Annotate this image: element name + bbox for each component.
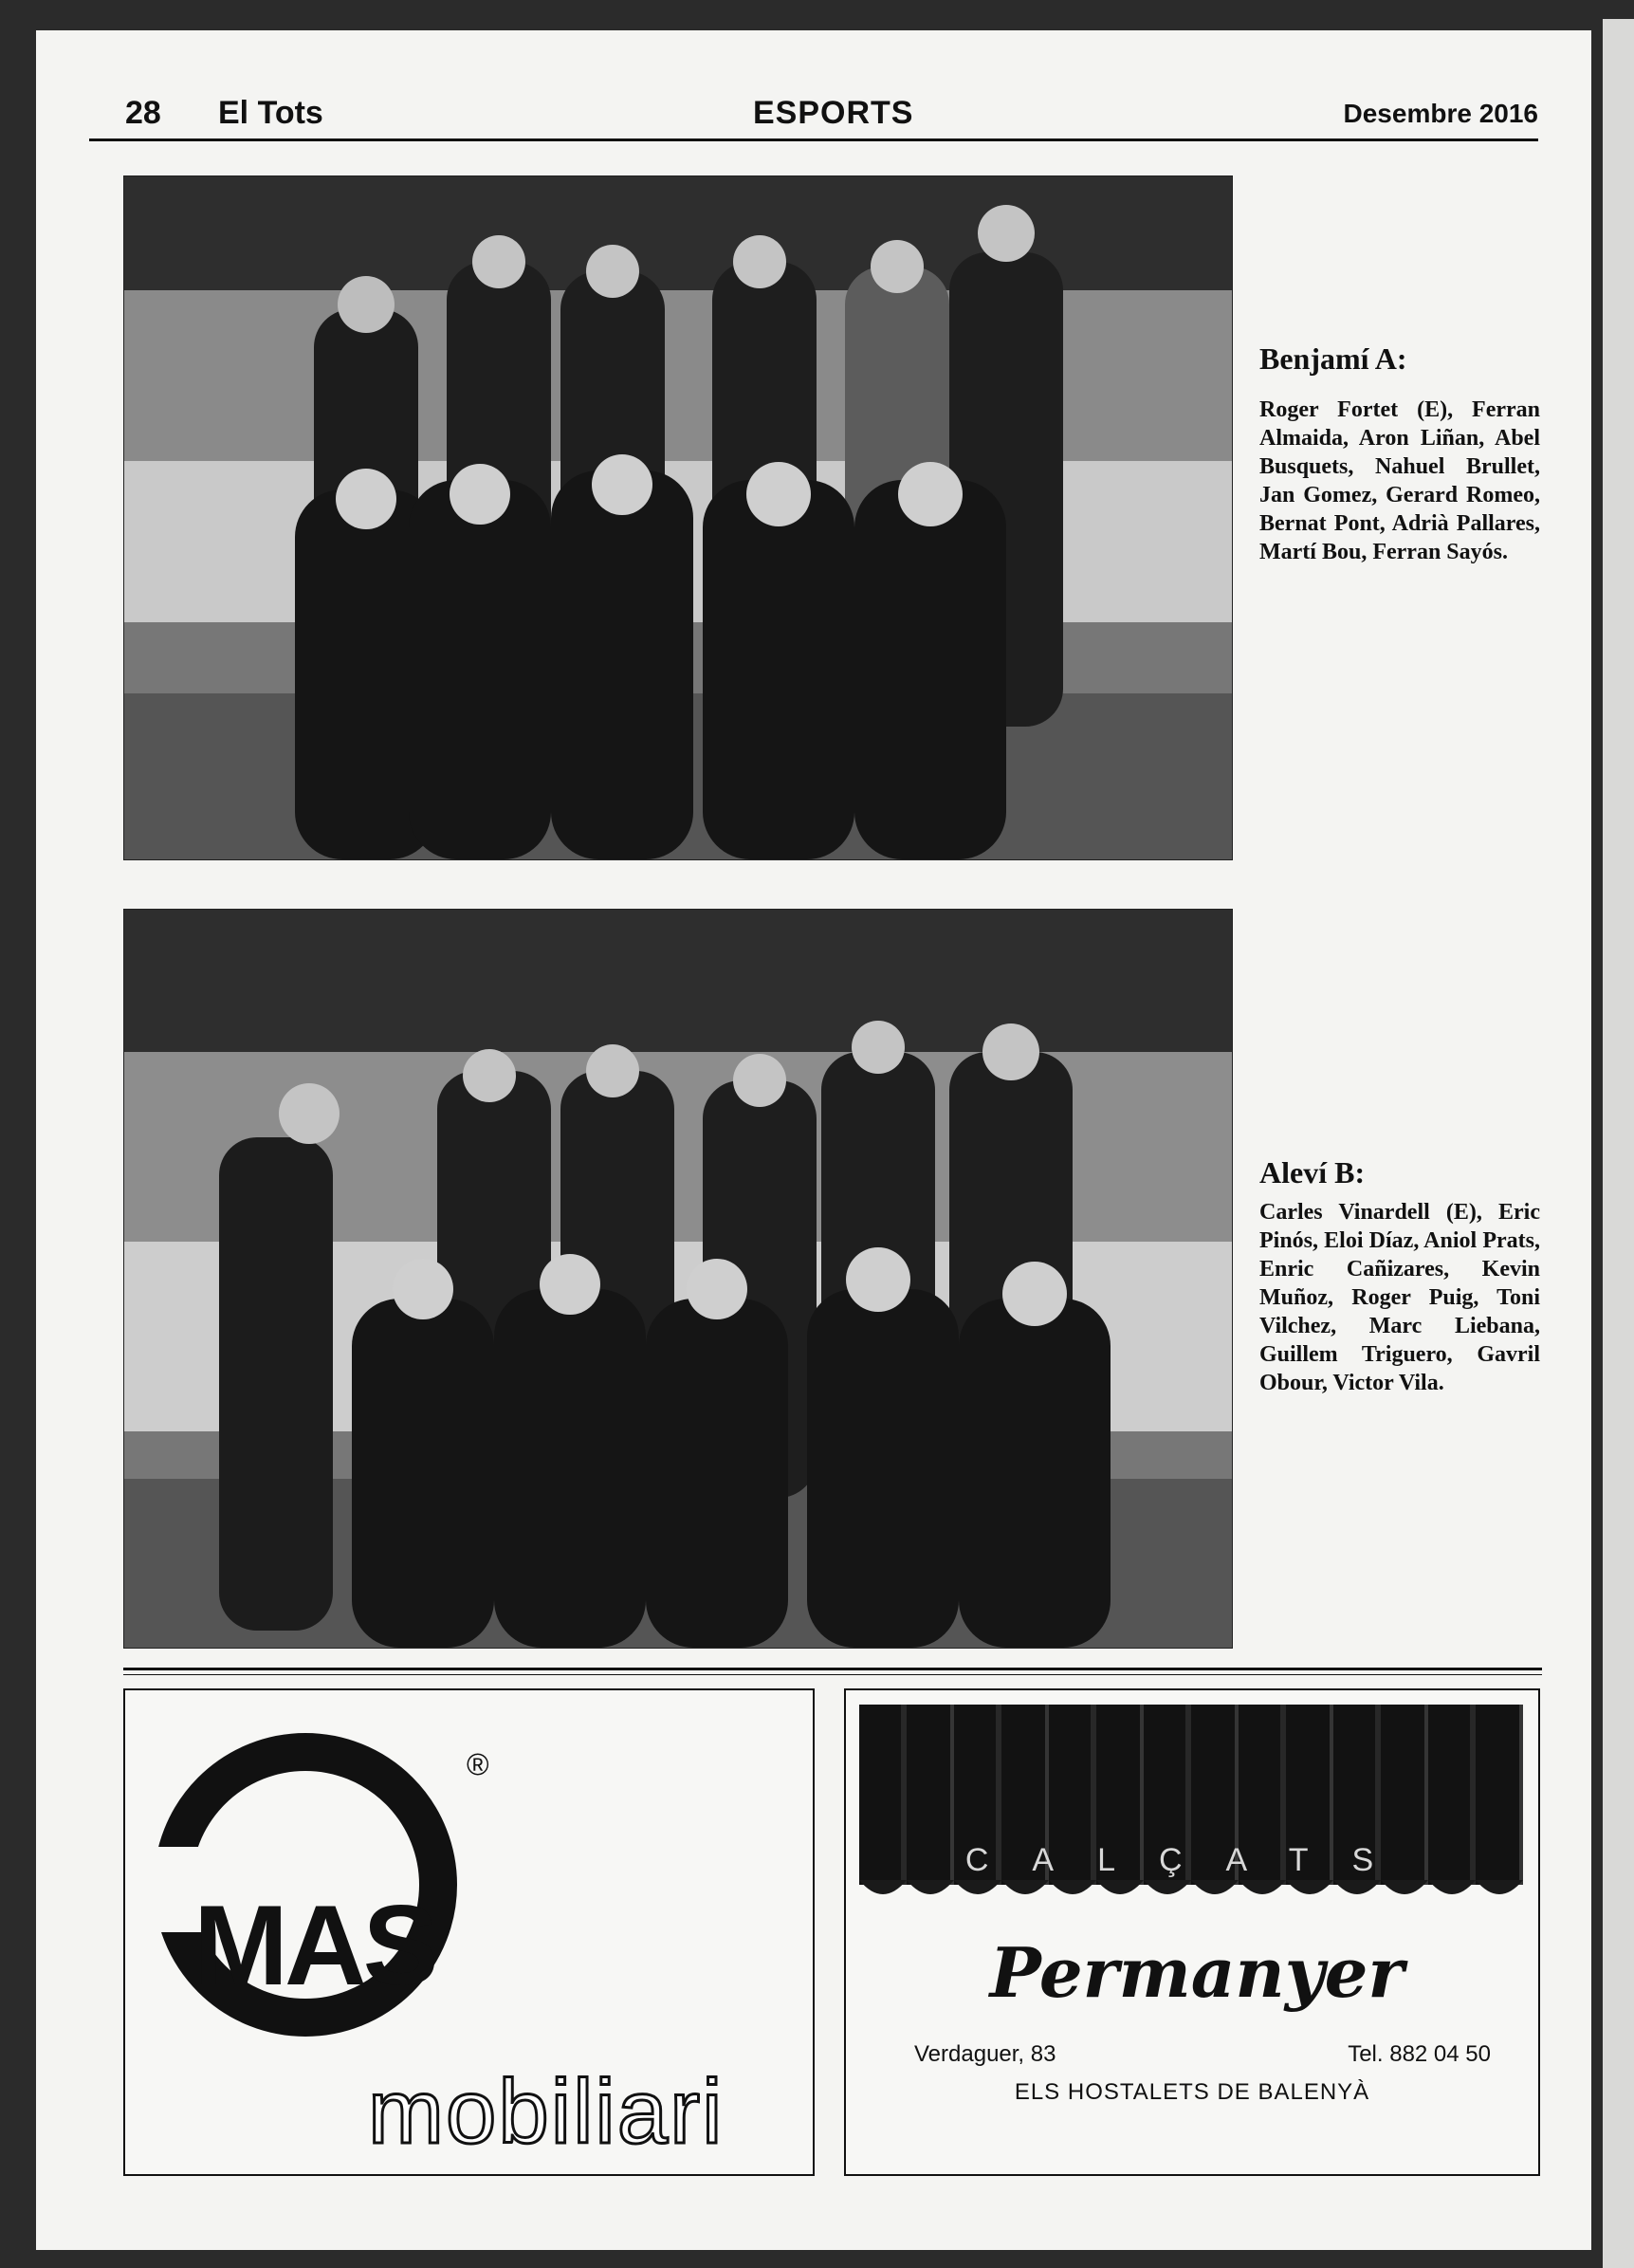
ad-mas-mobiliari <box>123 1688 815 2176</box>
team-photo-image <box>124 910 1232 1648</box>
divider-rule-thin <box>123 1674 1542 1675</box>
team-players: Carles Vinardell (E), Eric Pinós, Eloi Díaz, Aniol Prats, Enric Cañizares, Kevin Muñoz, Roger Puig, Toni Vilchez, Marc Liebana, Guillem Triguero, Gavril Obour, Victor Vila. <box>1259 1200 1540 1395</box>
shop-address: Verdaguer, 83 <box>914 2041 1056 2067</box>
section-title: ESPORTS <box>753 95 914 131</box>
caption-benjami-a <box>1259 341 1540 566</box>
team-players: Roger Fortet (E), Ferran Almaida, Aron Liñan, Abel Busquets, Nahuel Brullet, Jan Gomez, Gerard Romeo, Bernat Pont, Adrià Pallares, Martí Bou, Ferran Sayós. <box>1259 397 1540 564</box>
registered-mark: ® <box>467 1747 489 1781</box>
page-spine <box>1603 19 1634 2268</box>
calcats-label: CALÇATS <box>964 1842 1418 1878</box>
caption-alevi-b <box>1259 1155 1540 1397</box>
publication-name: El Tots <box>218 95 323 131</box>
mas-brand: MAS <box>193 1882 435 2009</box>
permanyer-name: Permanyer <box>989 1932 1405 2013</box>
mas-subtitle: mobiliari <box>368 2061 725 2163</box>
team-photo-benjami-a <box>123 175 1233 860</box>
shop-phone: Tel. 882 04 50 <box>1348 2041 1491 2067</box>
team-photo-image <box>124 176 1232 859</box>
ad-calcats-permanyer <box>844 1688 1540 2176</box>
shop-town: ELS HOSTALETS DE BALENYÀ <box>1014 2079 1370 2105</box>
team-photo-alevi-b <box>123 909 1233 1649</box>
issue-date: Desembre 2016 <box>1343 99 1538 128</box>
page-number: 28 <box>125 95 161 131</box>
page-header <box>89 95 1538 141</box>
team-title: Aleví B: <box>1259 1155 1366 1189</box>
team-title: Benjamí A: <box>1259 341 1407 376</box>
divider-rule <box>123 1668 1542 1670</box>
awning-scallop <box>859 1880 1523 1908</box>
